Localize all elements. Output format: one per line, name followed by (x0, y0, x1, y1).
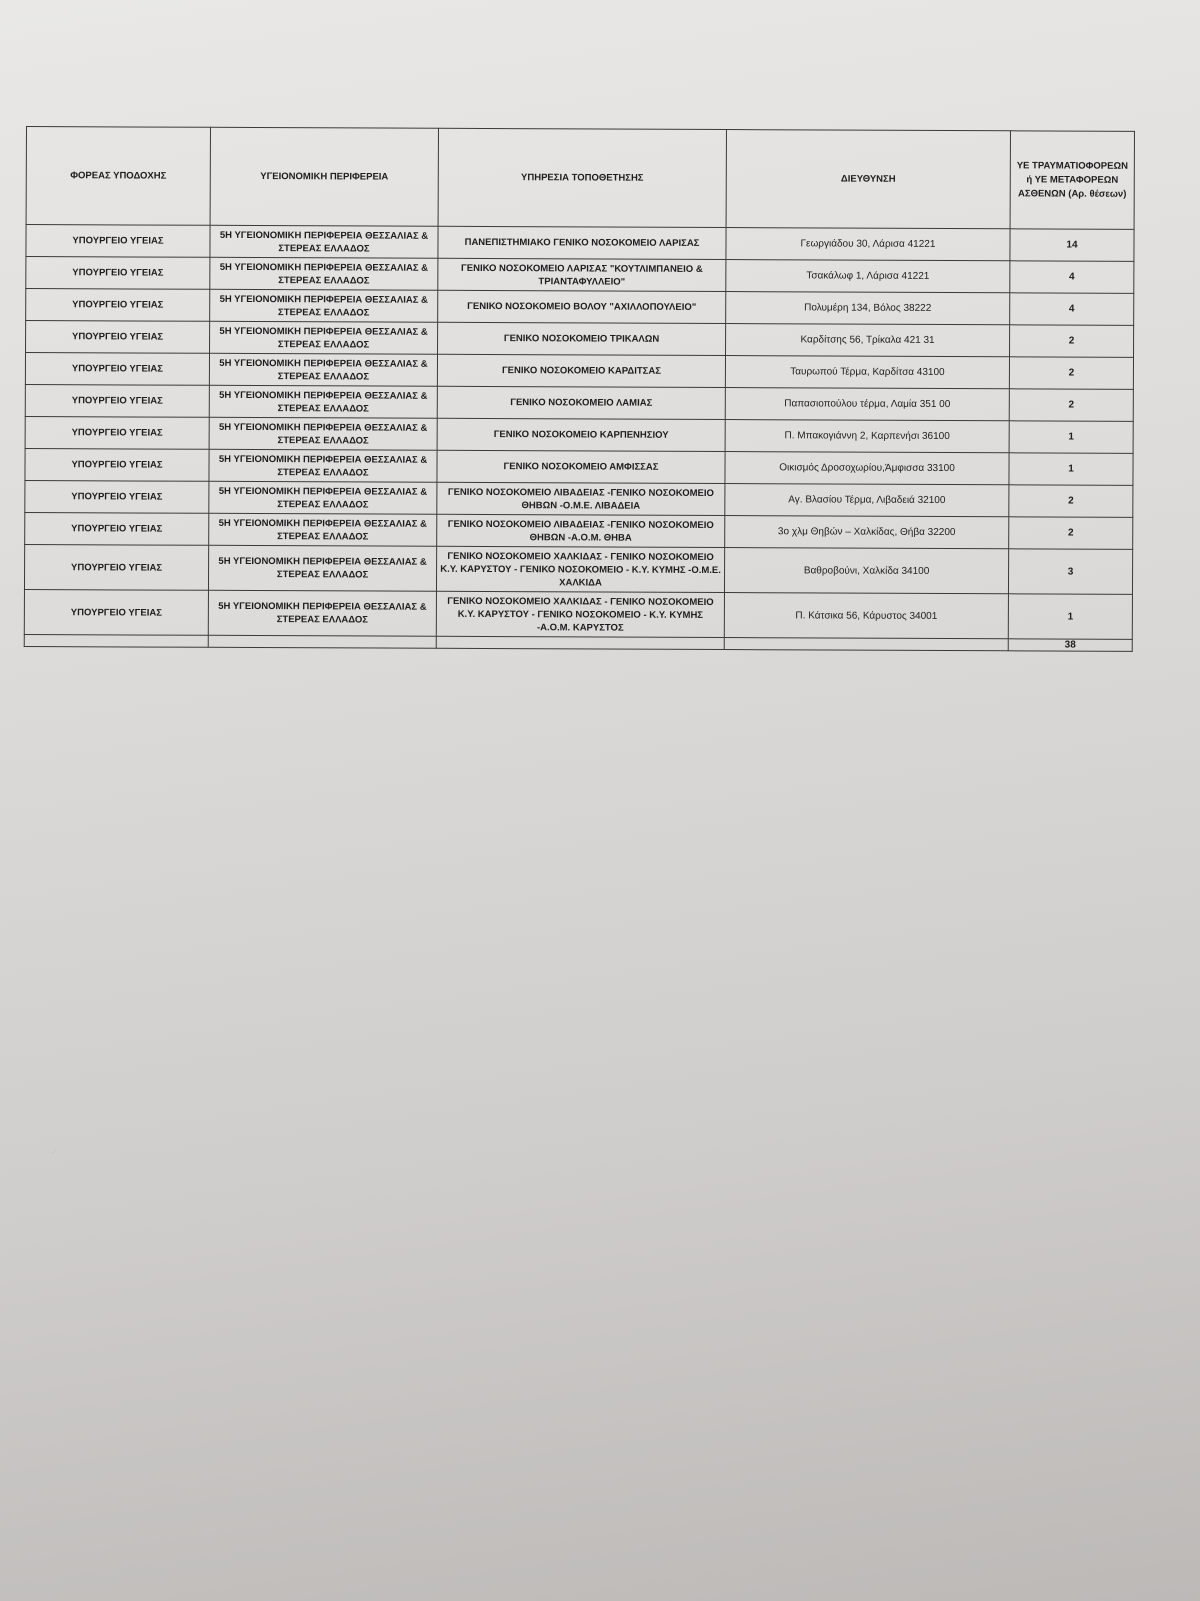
cell-service: ΓΕΝΙΚΟ ΝΟΣΟΚΟΜΕΙΟ ΧΑΛΚΙΔΑΣ - ΓΕΝΙΚΟ ΝΟΣΟΚΟΜΕΙΟ Κ.Υ. ΚΑΡΥΣΤΟΥ - ΓΕΝΙΚΟ ΝΟΣΟΚΟΜΕΙΟ - Κ.Υ. ΚΥΜΗΣ -Ο.Μ.Ε. ΧΑΛΚΙΔΑ (436, 546, 724, 592)
table-row (26, 225, 1134, 262)
positions-table-wrapper (24, 126, 1134, 652)
cell-address: Οικισμός Δροσοχωρίου,Άμφισσα 33100 (725, 452, 1009, 485)
cell-seats: 2 (1010, 325, 1134, 358)
table-row (25, 448, 1133, 485)
cell-agency: ΥΠΟΥΡΓΕΙΟ ΥΓΕΙΑΣ (24, 589, 208, 635)
cell-address: Αγ. Βλασίου Τέρμα, Λιβαδειά 32100 (725, 484, 1009, 517)
paper-speck: .· (52, 1146, 57, 1155)
table-row (26, 289, 1134, 326)
cell-region: 5Η ΥΓΕΙΟΝΟΜΙΚΗ ΠΕΡΙΦΕΡΕΙΑ ΘΕΣΣΑΛΙΑΣ & ΣΤΕΡΕΑΣ ΕΛΛΑΔΟΣ (208, 545, 436, 591)
cell-service: ΓΕΝΙΚΟ ΝΟΣΟΚΟΜΕΙΟ ΛΙΒΑΔΕΙΑΣ -ΓΕΝΙΚΟ ΝΟΣΟΚΟΜΕΙΟ ΘΗΒΩΝ -Ο.Μ.Ε. ΛΙΒΑΔΕΙΑ (437, 482, 725, 515)
table-row (24, 589, 1132, 639)
table-row (25, 512, 1133, 549)
header-seats: ΥΕ ΤΡΑΥΜΑΤΙΟΦΟΡΕΩΝ ή ΥΕ ΜΕΤΑΦΟΡΕΩΝ ΑΣΘΕΝΩΝ (Αρ. θέσεων) (1010, 131, 1134, 230)
cell-seats: 1 (1008, 594, 1132, 640)
cell-agency: ΥΠΟΥΡΓΕΙΟ ΥΓΕΙΑΣ (25, 384, 209, 417)
cell-seats: 2 (1009, 357, 1133, 390)
table-row (25, 384, 1133, 421)
cell-seats: 2 (1009, 485, 1133, 518)
cell-agency: ΥΠΟΥΡΓΕΙΟ ΥΓΕΙΑΣ (25, 353, 209, 386)
cell-service: ΠΑΝΕΠΙΣΤΗΜΙΑΚΟ ΓΕΝΙΚΟ ΝΟΣΟΚΟΜΕΙΟ ΛΑΡΙΣΑΣ (438, 226, 726, 259)
cell-address: Ταυρωπού Τέρμα, Καρδίτσα 43100 (725, 356, 1009, 389)
cell-agency: ΥΠΟΥΡΓΕΙΟ ΥΓΕΙΑΣ (26, 225, 210, 258)
cell-address: 3ο χλμ Θηβών – Χαλκίδας, Θήβα 32200 (725, 516, 1009, 549)
cell-service: ΓΕΝΙΚΟ ΝΟΣΟΚΟΜΕΙΟ ΧΑΛΚΙΔΑΣ - ΓΕΝΙΚΟ ΝΟΣΟΚΟΜΕΙΟ Κ.Υ. ΚΑΡΥΣΤΟΥ - ΓΕΝΙΚΟ ΝΟΣΟΚΟΜΕΙΟ - Κ.Υ. ΚΥΜΗΣ -Α.Ο.Μ. ΚΑΡΥΣΤΟΣ (436, 591, 724, 637)
cell-seats: 4 (1010, 293, 1134, 326)
cell-address: Πολυμέρη 134, Βόλος 38222 (726, 292, 1010, 325)
header-region: ΥΓΕΙΟΝΟΜΙΚΗ ΠΕΡΙΦΕΡΕΙΑ (210, 127, 438, 226)
cell-address: Τσακάλωφ 1, Λάρισα 41221 (726, 260, 1010, 293)
cell-service: ΓΕΝΙΚΟ ΝΟΣΟΚΟΜΕΙΟ ΒΟΛΟΥ "ΑΧΙΛΛΟΠΟΥΛΕΙΟ" (438, 290, 726, 323)
cell-region: 5Η ΥΓΕΙΟΝΟΜΙΚΗ ΠΕΡΙΦΕΡΕΙΑ ΘΕΣΣΑΛΙΑΣ & ΣΤΕΡΕΑΣ ΕΛΛΑΔΟΣ (208, 590, 436, 636)
cell-seats: 2 (1009, 389, 1133, 422)
cell-region: 5Η ΥΓΕΙΟΝΟΜΙΚΗ ΠΕΡΙΦΕΡΕΙΑ ΘΕΣΣΑΛΙΑΣ & ΣΤΕΡΕΑΣ ΕΛΛΑΔΟΣ (210, 257, 438, 290)
cell-region: 5Η ΥΓΕΙΟΝΟΜΙΚΗ ΠΕΡΙΦΕΡΕΙΑ ΘΕΣΣΑΛΙΑΣ & ΣΤΕΡΕΑΣ ΕΛΛΑΔΟΣ (210, 225, 438, 258)
cell-seats: 4 (1010, 261, 1134, 294)
cell-service: ΓΕΝΙΚΟ ΝΟΣΟΚΟΜΕΙΟ ΛΑΜΙΑΣ (437, 386, 725, 419)
cell-seats: 1 (1009, 421, 1133, 454)
cell-region: 5Η ΥΓΕΙΟΝΟΜΙΚΗ ΠΕΡΙΦΕΡΕΙΑ ΘΕΣΣΑΛΙΑΣ & ΣΤΕΡΕΑΣ ΕΛΛΑΔΟΣ (209, 417, 437, 450)
cell-region: 5Η ΥΓΕΙΟΝΟΜΙΚΗ ΠΕΡΙΦΕΡΕΙΑ ΘΕΣΣΑΛΙΑΣ & ΣΤΕΡΕΑΣ ΕΛΛΑΔΟΣ (209, 449, 437, 482)
cell-address: Παπασιοπούλου τέρμα, Λαμία 351 00 (725, 388, 1009, 421)
cell-service: ΓΕΝΙΚΟ ΝΟΣΟΚΟΜΕΙΟ ΛΙΒΑΔΕΙΑΣ -ΓΕΝΙΚΟ ΝΟΣΟΚΟΜΕΙΟ ΘΗΒΩΝ -Α.Ο.Μ. ΘΗΒΑ (437, 514, 725, 547)
cell-agency: ΥΠΟΥΡΓΕΙΟ ΥΓΕΙΑΣ (25, 512, 209, 545)
header-service: ΥΠΗΡΕΣΙΑ ΤΟΠΟΘΕΤΗΣΗΣ (438, 128, 726, 227)
cell-agency: ΥΠΟΥΡΓΕΙΟ ΥΓΕΙΑΣ (26, 257, 210, 290)
total-seats-cell: 38 (1008, 639, 1132, 652)
cell-seats: 3 (1008, 549, 1132, 595)
table-row (26, 321, 1134, 358)
table-header-row (26, 127, 1134, 230)
cell-region: 5Η ΥΓΕΙΟΝΟΜΙΚΗ ΠΕΡΙΦΕΡΕΙΑ ΘΕΣΣΑΛΙΑΣ & ΣΤΕΡΕΑΣ ΕΛΛΑΔΟΣ (210, 289, 438, 322)
cell-region: 5Η ΥΓΕΙΟΝΟΜΙΚΗ ΠΕΡΙΦΕΡΕΙΑ ΘΕΣΣΑΛΙΑΣ & ΣΤΕΡΕΑΣ ΕΛΛΑΔΟΣ (209, 385, 437, 418)
table-row (26, 257, 1134, 294)
cell-agency: ΥΠΟΥΡΓΕΙΟ ΥΓΕΙΑΣ (26, 289, 210, 322)
cell-agency: ΥΠΟΥΡΓΕΙΟ ΥΓΕΙΑΣ (25, 448, 209, 481)
cell-address: Βαθροβούνι, Χαλκίδα 34100 (724, 548, 1008, 594)
cell-seats: 1 (1009, 453, 1133, 486)
cell-service: ΓΕΝΙΚΟ ΝΟΣΟΚΟΜΕΙΟ ΛΑΡΙΣΑΣ "ΚΟΥΤΛΙΜΠΑΝΕΙΟ & ΤΡΙΑΝΤΑΦΥΛΛΕΙΟ" (438, 258, 726, 291)
table-row (25, 480, 1133, 517)
cell-region: 5Η ΥΓΕΙΟΝΟΜΙΚΗ ΠΕΡΙΦΕΡΕΙΑ ΘΕΣΣΑΛΙΑΣ & ΣΤΕΡΕΑΣ ΕΛΛΑΔΟΣ (210, 321, 438, 354)
cell-service: ΓΕΝΙΚΟ ΝΟΣΟΚΟΜΕΙΟ ΚΑΡΠΕΝΗΣΙΟΥ (437, 418, 725, 451)
table-row (24, 544, 1132, 594)
cell-seats: 14 (1010, 229, 1134, 262)
cell-address: Γεωργιάδου 30, Λάρισα 41221 (726, 228, 1010, 261)
header-agency: ΦΟΡΕΑΣ ΥΠΟΔΟΧΗΣ (26, 127, 210, 226)
cell-agency: ΥΠΟΥΡΓΕΙΟ ΥΓΕΙΑΣ (25, 416, 209, 449)
table-row (25, 353, 1133, 390)
cell-service: ΓΕΝΙΚΟ ΝΟΣΟΚΟΜΕΙΟ ΚΑΡΔΙΤΣΑΣ (437, 354, 725, 387)
cell-agency: ΥΠΟΥΡΓΕΙΟ ΥΓΕΙΑΣ (24, 544, 208, 590)
cell-address: Π. Κάτσικα 56, Κάρυστος 34001 (724, 593, 1008, 639)
cell-agency: ΥΠΟΥΡΓΕΙΟ ΥΓΕΙΑΣ (25, 480, 209, 513)
cell-service: ΓΕΝΙΚΟ ΝΟΣΟΚΟΜΕΙΟ ΤΡΙΚΑΛΩΝ (438, 322, 726, 355)
cell-agency: ΥΠΟΥΡΓΕΙΟ ΥΓΕΙΑΣ (26, 321, 210, 354)
cell-region: 5Η ΥΓΕΙΟΝΟΜΙΚΗ ΠΕΡΙΦΕΡΕΙΑ ΘΕΣΣΑΛΙΑΣ & ΣΤΕΡΕΑΣ ΕΛΛΑΔΟΣ (209, 353, 437, 386)
header-address: ΔΙΕΥΘΥΝΣΗ (726, 130, 1010, 229)
total-empty-cell (724, 638, 1008, 651)
cell-service: ΓΕΝΙΚΟ ΝΟΣΟΚΟΜΕΙΟ ΑΜΦΙΣΣΑΣ (437, 450, 725, 483)
cell-address: Π. Μπακογιάννη 2, Καρπενήσι 36100 (725, 420, 1009, 453)
positions-table (24, 126, 1135, 652)
total-empty-cell (24, 634, 208, 647)
cell-region: 5Η ΥΓΕΙΟΝΟΜΙΚΗ ΠΕΡΙΦΕΡΕΙΑ ΘΕΣΣΑΛΙΑΣ & ΣΤΕΡΕΑΣ ΕΛΛΑΔΟΣ (209, 481, 437, 514)
cell-seats: 2 (1009, 517, 1133, 550)
table-row (25, 416, 1133, 453)
total-empty-cell (208, 635, 436, 648)
cell-region: 5Η ΥΓΕΙΟΝΟΜΙΚΗ ΠΕΡΙΦΕΡΕΙΑ ΘΕΣΣΑΛΙΑΣ & ΣΤΕΡΕΑΣ ΕΛΛΑΔΟΣ (209, 513, 437, 546)
total-empty-cell (436, 636, 724, 649)
cell-address: Καρδίτσης 56, Τρίκαλα 421 31 (726, 324, 1010, 357)
